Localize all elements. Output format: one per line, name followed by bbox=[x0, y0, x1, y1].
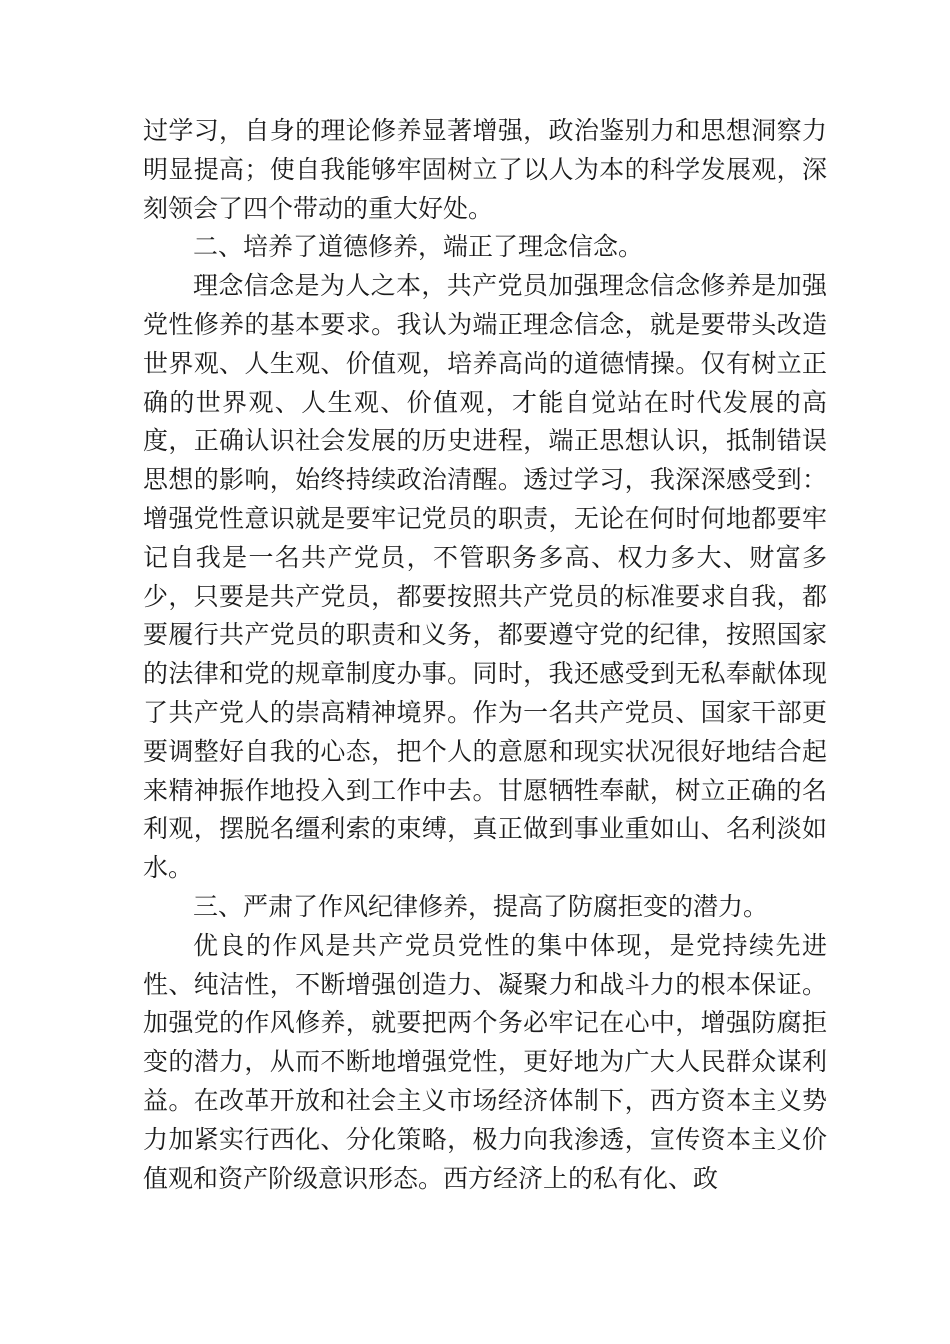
paragraph-5: 优良的作风是共产党员党性的集中体现，是党持续先进性、纯洁性，不断增强创造力、凝聚力和战斗力的根本保证。加强党的作风修养，就要把两个务必牢记在心中，增强防腐拒变的潜力，从而不断地增强党性，更好地为广大人民群众谋利益。在改革开放和社会主义市场经济体制下，西方资本主义势力加紧实行西化、分化策略，极力向我渗透，宣传资本主义价值观和资产阶级意识形态。西方经济上的私有化、政 bbox=[143, 930, 827, 1193]
section-heading-2: 二、培养了道德修养，端正了理念信念。 bbox=[193, 232, 644, 262]
paragraph-3: 理念信念是为人之本，共产党员加强理念信念修养是加强党性修养的基本要求。我认为端正理念信念，就是要带头改造世界观、人生观、价值观，培养高尚的道德情操。仅有树立正确的世界观、人生观、价值观，才能自觉站在时代发展的高度，正确认识社会发展的历史进程，端正思想认识，抵制错误思想的影响，始终持续政治清醒。透过学习，我深深感受到：增强党性意识就是要牢记党员的职责，无论在何时何地都要牢记自我是一名共产党员，不管职务多高、权力多大、财富多少，只要是共产党员，都要按照共产党员的标准要求自我，都要履行共产党员的职责和义务，都要遵守党的纪律，按照国家的法律和党的规章制度办事。同时，我还感受到无私奉献体现了共产党人的崇高精神境界。作为一名共产党员、国家干部更要调整好自我的心态，把个人的意愿和现实状况很好地结合起来精神振作地投入到工作中去。甘愿牺牲奉献，树立正确的名利观，摆脱名缰利索的束缚，真正做到事业重如山、名利淡如水。 bbox=[143, 271, 827, 883]
document-page bbox=[143, 112, 827, 1198]
paragraph-1: 过学习，自身的理论修养显著增强，政治鉴别力和思想洞察力明显提高；使自我能够牢固树立了以人为本的科学发展观，深刻领会了四个带动的重大好处。 bbox=[143, 116, 827, 223]
section-heading-3: 三、严肃了作风纪律修养，提高了防腐拒变的潜力。 bbox=[193, 891, 769, 921]
